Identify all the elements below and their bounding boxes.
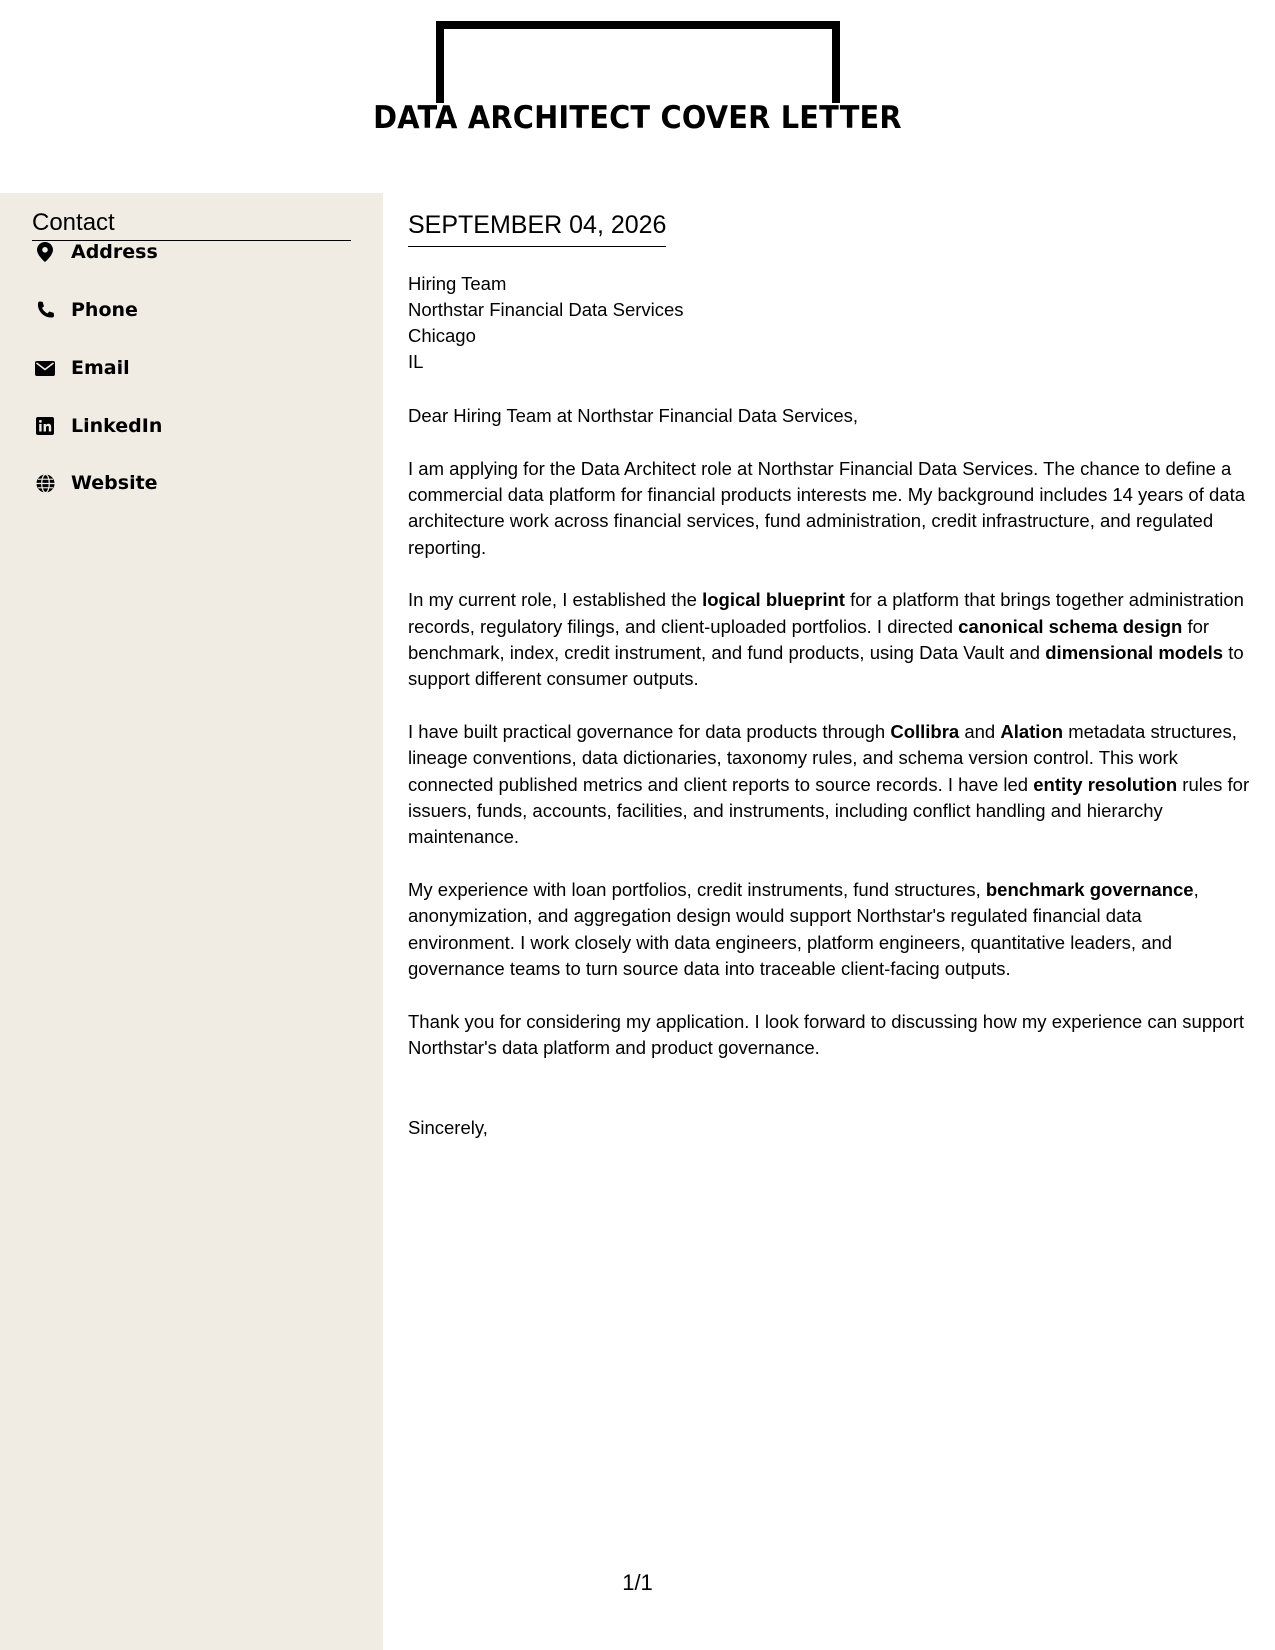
emphasized-text: Collibra [890, 721, 960, 743]
header [0, 0, 1275, 193]
paragraph-text: rules for issuers, funds, accounts, facilities, and instruments, including conflict handling and hierarchy maintenance. [408, 773, 1250, 848]
emphasized-text: dimensional models [1045, 642, 1224, 664]
envelope-icon [32, 357, 58, 379]
map-pin-icon [32, 241, 58, 263]
paragraph-text: I am applying for the Data Architect role at Northstar Financial Data Services. The chance to define a commercial data platform for financial products interests me. My background includes 14 years of data architecture work across financial services, fund administration, credit infrastructure, and regulated reporting. [408, 457, 1246, 558]
paragraph-text: for benchmark, index, credit instrument, and fund products, using Data Vault and [408, 615, 1210, 664]
paragraph-text: , anonymization, and aggregation design would support Northstar's regulated financial data environment. I work closely with data engineers, platform engineers, quantitative leaders, and governance teams to turn source data into traceable client-facing outputs. [408, 879, 1199, 980]
letter-paragraphs [408, 456, 1253, 1062]
phone-icon [32, 299, 58, 321]
recipient-address [408, 271, 684, 375]
paragraph-text: My experience with loan portfolios, credit instruments, fund structures, [408, 879, 986, 901]
contact-heading: Contact [32, 209, 351, 241]
letter-paragraph [408, 587, 1253, 692]
contact-label: LinkedIn [71, 415, 163, 437]
contact-label: Address [71, 241, 158, 263]
emphasized-text: canonical schema design [958, 615, 1183, 637]
recipient-line: IL [408, 351, 424, 372]
emphasized-text: benchmark governance [985, 879, 1194, 901]
signoff: Sincerely, [408, 1117, 488, 1138]
letter-date: SEPTEMBER 04, 2026 [408, 211, 666, 247]
recipient-line: Hiring Team [408, 273, 507, 294]
paragraph-text: Thank you for considering my application. I look forward to discussing how my experience can support Northstar's data platform and product governance. [408, 1010, 1245, 1059]
paragraph-text: metadata structures, lineage conventions, data dictionaries, taxonomy rules, and schema version control. This work connected published metrics and client reports to source records. I have led [408, 721, 1237, 795]
linkedin-icon [32, 415, 58, 437]
contact-item-email[interactable] [32, 353, 130, 383]
emphasized-text: entity resolution [1033, 773, 1178, 795]
emphasized-text: Alation [1000, 721, 1064, 743]
letter-paragraph [408, 719, 1253, 850]
letter-paragraph [408, 877, 1253, 982]
contact-item-phone[interactable] [32, 295, 138, 325]
contact-label: Phone [71, 299, 138, 321]
paragraph-text: to support different consumer outputs. [408, 642, 1244, 690]
paragraph-text: and [959, 721, 1001, 743]
contact-label: Website [71, 472, 158, 494]
contact-item-website[interactable] [32, 468, 158, 498]
paragraph-text: for a platform that brings together administration records, regulatory filings, and client-uploaded portfolios. I directed [408, 589, 1244, 637]
header-bracket-decoration [436, 21, 840, 103]
contact-item-address[interactable] [32, 237, 158, 267]
document-title: DATA ARCHITECT COVER LETTER [373, 100, 902, 136]
recipient-line: Chicago [408, 325, 476, 346]
letter-content [408, 403, 1253, 1088]
contact-item-linkedin[interactable] [32, 411, 162, 441]
globe-icon [32, 472, 58, 494]
salutation: Dear Hiring Team at Northstar Financial Data Services, [408, 405, 858, 426]
page-number: 1/1 [622, 1570, 653, 1595]
contact-label: Email [71, 357, 130, 379]
emphasized-text: logical blueprint [702, 589, 845, 611]
recipient-line: Northstar Financial Data Services [408, 299, 684, 320]
letter-paragraph [408, 1009, 1253, 1062]
paragraph-text: In my current role, I established the [408, 589, 703, 611]
letter-paragraph [408, 456, 1253, 561]
contact-sidebar [0, 193, 383, 1650]
paragraph-text: I have built practical governance for data products through [408, 721, 891, 743]
